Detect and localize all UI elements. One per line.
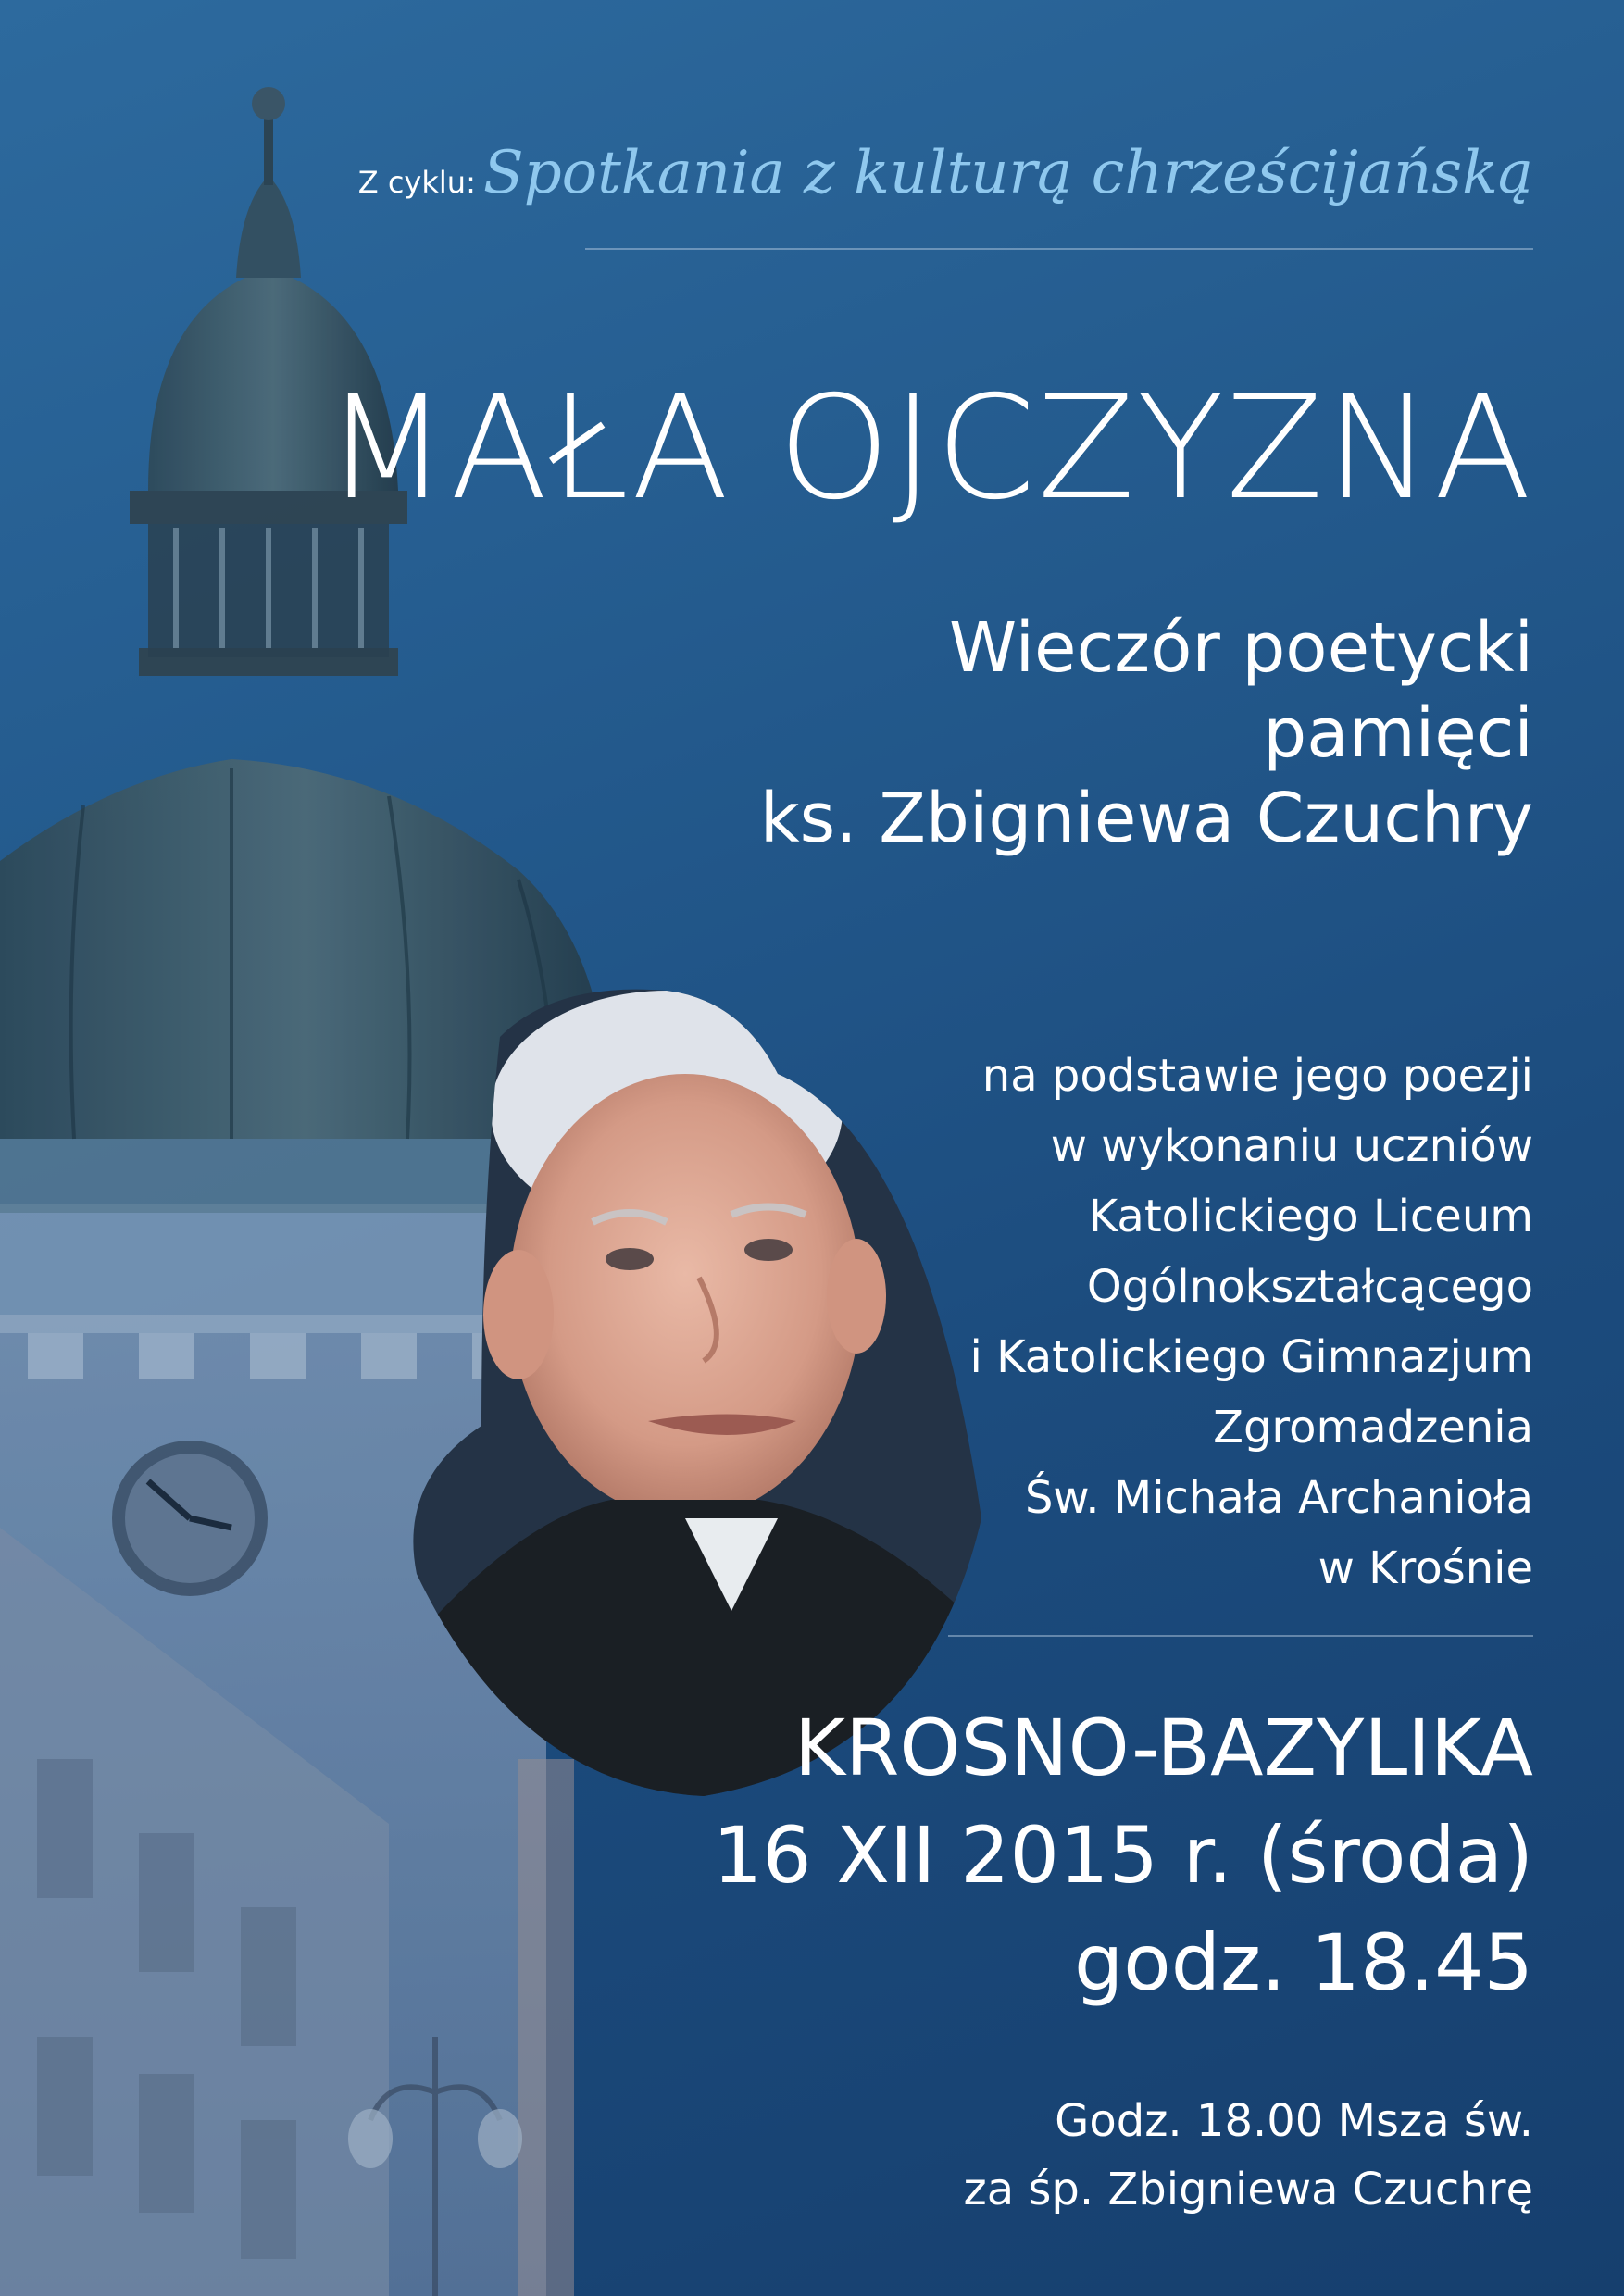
details-line: Ogólnokształcącego: [1086, 1261, 1533, 1313]
series-prefix: Z cyklu:: [357, 165, 476, 200]
details-line: w Krośnie: [1318, 1542, 1533, 1594]
details-line: w wykonaniu uczniów: [1050, 1120, 1533, 1172]
details-line: i Katolickiego Gimnazjum: [969, 1331, 1533, 1383]
details-line: Zgromadzenia: [1213, 1402, 1533, 1454]
details-line: Katolickiego Liceum: [1088, 1191, 1533, 1242]
main-title: MAŁA OJCZYZNA: [325, 366, 1533, 531]
subtitle: [607, 605, 1533, 861]
series-name: Spotkania z kulturą chrześcijańską: [482, 139, 1533, 207]
subtitle-line: ks. Zbigniewa Czuchry: [759, 779, 1533, 858]
venue-date: 16 XII 2015 r. (środa): [712, 1810, 1533, 1901]
details-line: Św. Michała Archanioła: [1024, 1472, 1533, 1524]
venue-time: godz. 18.45: [1073, 1917, 1533, 2008]
series-line: [358, 139, 1533, 207]
event-details: [793, 1041, 1533, 1603]
venue-block: [607, 1694, 1533, 2016]
venue-place: KROSNO-BAZYLIKA: [793, 1703, 1533, 1793]
top-divider: [585, 248, 1533, 250]
bottom-divider: [948, 1635, 1533, 1637]
mass-note-line: za śp. Zbigniewa Czuchrę: [963, 2164, 1533, 2215]
subtitle-line: pamięci: [1263, 693, 1533, 773]
mass-note: [700, 2087, 1533, 2224]
details-line: na podstawie jego poezji: [981, 1050, 1533, 1102]
mass-note-line: Godz. 18.00 Msza św.: [1055, 2095, 1533, 2147]
subtitle-line: Wieczór poetycki: [948, 608, 1533, 688]
